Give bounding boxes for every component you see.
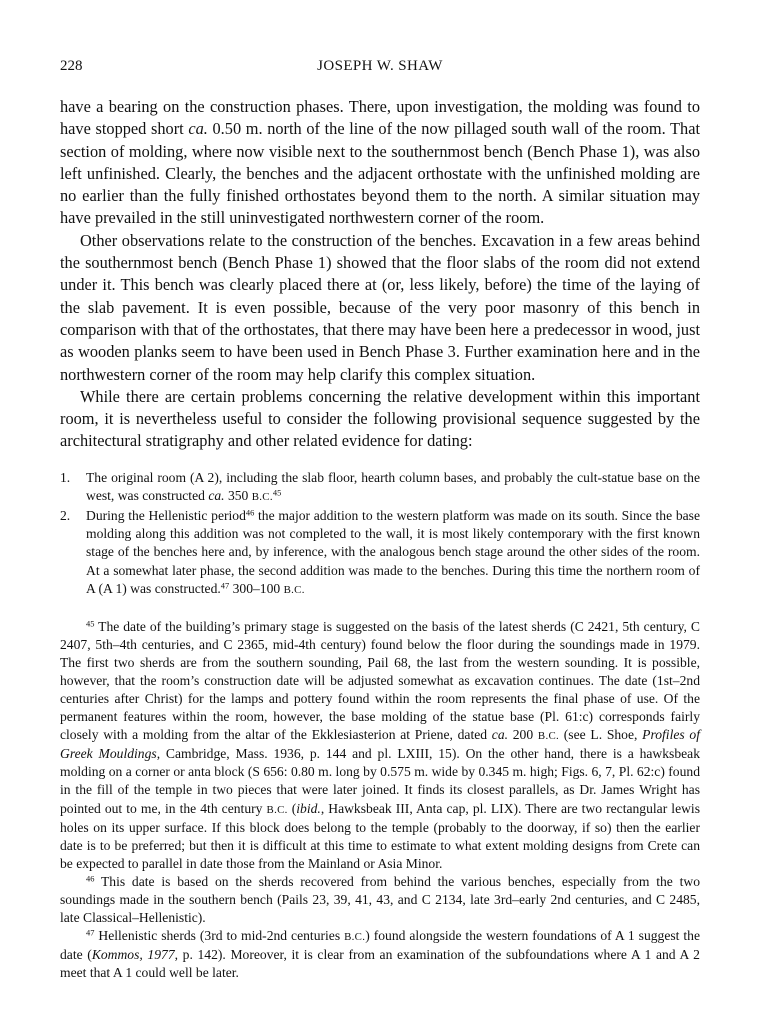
footnote: [60, 927, 700, 982]
text-run: (see L. Shoe,: [559, 727, 643, 743]
paragraph: [60, 230, 700, 386]
sequence-item-text: [86, 470, 700, 503]
paragraph: [60, 386, 700, 453]
italic-run: ca.: [491, 727, 509, 743]
sequence-item: [60, 469, 700, 507]
footnote-ref: 46: [86, 873, 95, 884]
page: [60, 58, 700, 982]
text-run: The date of the building’s primary stage is suggested on the basis of the latest sherds (C 2421, 5th century, C 2407, 5th–4th centuries, and C 2365, mid-4th century) found below the floor during the soundings made in 1979. The first two sherds are from the southern sounding, Pail 68, the last from the western sounding. It is possible, however, that the room’s construction date will be adjusted somewhat as excavation continues. The date (1st–2nd centuries after Christ) for the lamps and pottery found within the room represents the final phase of use. Of the permanent features within the room, however, the base molding of the statue base (Pl. 61:c) corresponds fairly closely with a molding from the altar of the Ekklesiasterion at Priene, dated: [60, 618, 700, 743]
paragraph: [60, 96, 700, 230]
footnote: [60, 618, 700, 873]
text-run: Hellenistic sherds (3rd to mid-2nd centuries: [94, 928, 345, 944]
text-run: 350: [224, 488, 252, 504]
text-run: , p. 142). Moreover, it is clear from an examination of the subfoundations where A 1 and A 2 meet that A 1 could well be later.: [60, 947, 700, 981]
text-run: (: [287, 800, 297, 816]
italic-run: ca.: [188, 119, 208, 139]
text-run: This date is based on the sherds recovered from behind the various benches, especially from the two soundings made in the southern bench (Pails 23, 39, 41, 43, and C 2134, late 3rd–early 2nd centuries, and C 2485, late Classical–Hellenistic).: [60, 873, 700, 926]
footnotes: [60, 618, 700, 983]
sequence-item-text: [86, 508, 700, 597]
text-run: Other observations relate to the construction of the benches. Excavation in a few areas behind the southernmost bench (Bench Phase 1) showed that the floor slabs of the room did not extend under it. This bench was clearly placed there at (or, less likely, before) the time of the laying of the slab pavement. It is even possible, because of the very poor masonry of this bench in comparison with that of the orthostates, that there may have been here a predecessor in wood, just as wooden planks seem to have been used in Bench Phase 3. Further examination here and in the northwestern corner of the room may help clarify this complex situation.: [60, 230, 700, 384]
footnote-ref: 45: [86, 617, 95, 628]
text-run: , Cambridge, Mass. 1936, p. 144 and pl. LXIII, 15). On the other hand, there is a hawksbeak molding on a corner or anta block (S 656: 0.80 m. long by 0.575 m. wide by 0.345 m. high; Figs. 6, 7, Pl. 62:c) found in the fill of the temple in two pieces that were later joined. It finds its closest parallels, as Dr. James Wright has pointed out to me, in the 4th century: [60, 746, 700, 816]
running-head: [60, 58, 700, 80]
footnote-ref: 47: [86, 927, 95, 938]
footnote-ref: 47: [220, 580, 230, 591]
sequence-item-number: 1.: [60, 469, 71, 485]
footnote: [60, 873, 700, 927]
text-run: the major addition to the western platform was made on its south. Since the base molding along this addition was not completed to the wall, it is most likely contemporary with the first known stage of the benches here and, by inference, with the analogous bench stage around the other sides of the room. At a somewhat later phase, the second addition was made to the benches. During this time the northern room of A (A 1) was constructed.: [86, 507, 700, 597]
small-caps-run: B.C.: [283, 584, 305, 597]
footnote-ref: 46: [245, 506, 255, 517]
text-run: During the Hellenistic period: [86, 507, 246, 523]
small-caps-run: B.C.: [344, 931, 366, 944]
text-run: 200: [508, 727, 538, 743]
text-run: The original room (A 2), including the slab floor, hearth column bases, and probably the cult-statue base on the west, was constructed: [86, 469, 700, 504]
italic-run: Profiles of Greek Mouldings: [60, 727, 700, 762]
page-number: 228: [60, 58, 83, 74]
text-run: have a bearing on the construction phases. There, upon investigation, the molding was found to have stopped short: [60, 97, 700, 139]
body-text: [60, 96, 700, 453]
italic-run: ca.: [208, 488, 225, 504]
small-caps-run: B.C.: [251, 491, 273, 504]
sequence-item-number: 2.: [60, 507, 71, 523]
text-run: ) found alongside the western foundations of A 1 suggest the date (: [60, 928, 701, 963]
sequence-list: [60, 469, 700, 600]
italic-run: ibid.: [296, 800, 321, 816]
italic-run: Kommos, 1977: [91, 947, 175, 963]
sequence-item: [60, 507, 700, 600]
text-run: While there are certain problems concerning the relative development within this important room, it is nevertheless useful to consider the following provisional sequence suggested by the architectural stratigraphy and other related evidence for dating:: [60, 386, 700, 451]
running-author: JOSEPH W. SHAW: [317, 58, 443, 74]
footnote-ref: 45: [272, 487, 282, 498]
text-run: 0.50 m. north of the line of the now pillaged south wall of the room. That section of molding, where now visible next to the southernmost bench (Bench Phase 1), was also left unfinished. Clearly, the benches and the adjacent orthostate with the unfinished molding are no earlier than the fully finished orthostates beyond them to the north. A similar situation may have prevailed in the still uninvestigated northwestern corner of the room.: [60, 119, 700, 228]
text-run: , Hawksbeak III, Anta cap, pl. LIX). There are two rectangular lewis holes on its upper surface. If this block does belong to the temple (probably to the doorway, if so) then the earlier date is to be preferred; but then it is difficult at this time to estimate to what extent molding designs from Crete can be expected to parallel in date those from the Mainland or Asia Minor.: [60, 800, 700, 871]
text-run: 300–100: [229, 581, 284, 597]
small-caps-run: B.C.: [266, 803, 288, 816]
small-caps-run: B.C.: [537, 730, 560, 743]
